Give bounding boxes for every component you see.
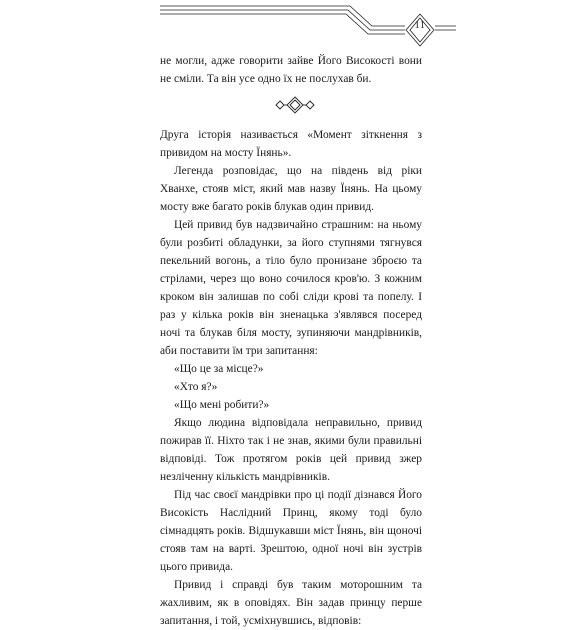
paragraph: Привид і справді був таким моторошним та жахливим, як в оповідях. Він задав принцу перше запитання, і той, усміхнувшись, відповів: [160,579,422,627]
dialogue-line: «Хто я?» [174,381,218,393]
chapter-header-lines-icon [0,0,564,50]
paragraph: не могли, адже говорити зайве Його Високості вони не сміли. Та він усе одно їх не послухав би. [160,55,422,85]
diamond-divider-icon [270,95,320,115]
paragraph: Якщо людина відповідала неправильно, привид пожирав її. Ніхто так і не знав, якими були правильні відповіді. Тож протягом років цей привид зжер незліченну кількість мандрівників. [160,417,422,483]
dialogue-line: «Що це за місце?» [174,363,264,375]
paragraph: Цей привид був надзвичайно страшним: на ньому були розбиті обладунки, за його ступнями тягнувся пекельний вогонь, а тіло було пронизане зброєю та стрілами, через що воно сочилося кров'ю. З кожним кроком він залишав по собі сліди крові та попелу. І раз у кілька років він зненацька з'являвся посеред ночі та блукав біля мосту, зупиняючи мандрівників, аби поставити їм три запитання: [160,219,422,357]
page-number: 11 [414,20,426,31]
paragraph: Під час своєї мандрівки про ці події дізнався Його Високість Наслідний Принц, якому тоді було сімнадцять років. Відшукавши міст Їнянь, він щоночі стояв там на варті. Зрештою, одної ночі він зустрів цього привида. [160,489,422,573]
dialogue-line: «Що мені робити?» [174,399,270,411]
paragraph: Друга історія називається «Момент зіткнення з привидом на мосту Їнянь». [160,129,422,159]
paragraph: Легенда розповідає, що на південь від ріки Хванхе, стояв міст, який мав назву Їнянь. На цьому мосту вже багато років блукав один привид. [160,165,422,213]
main-text-block [160,126,422,630]
top-paragraph-block [160,52,422,88]
